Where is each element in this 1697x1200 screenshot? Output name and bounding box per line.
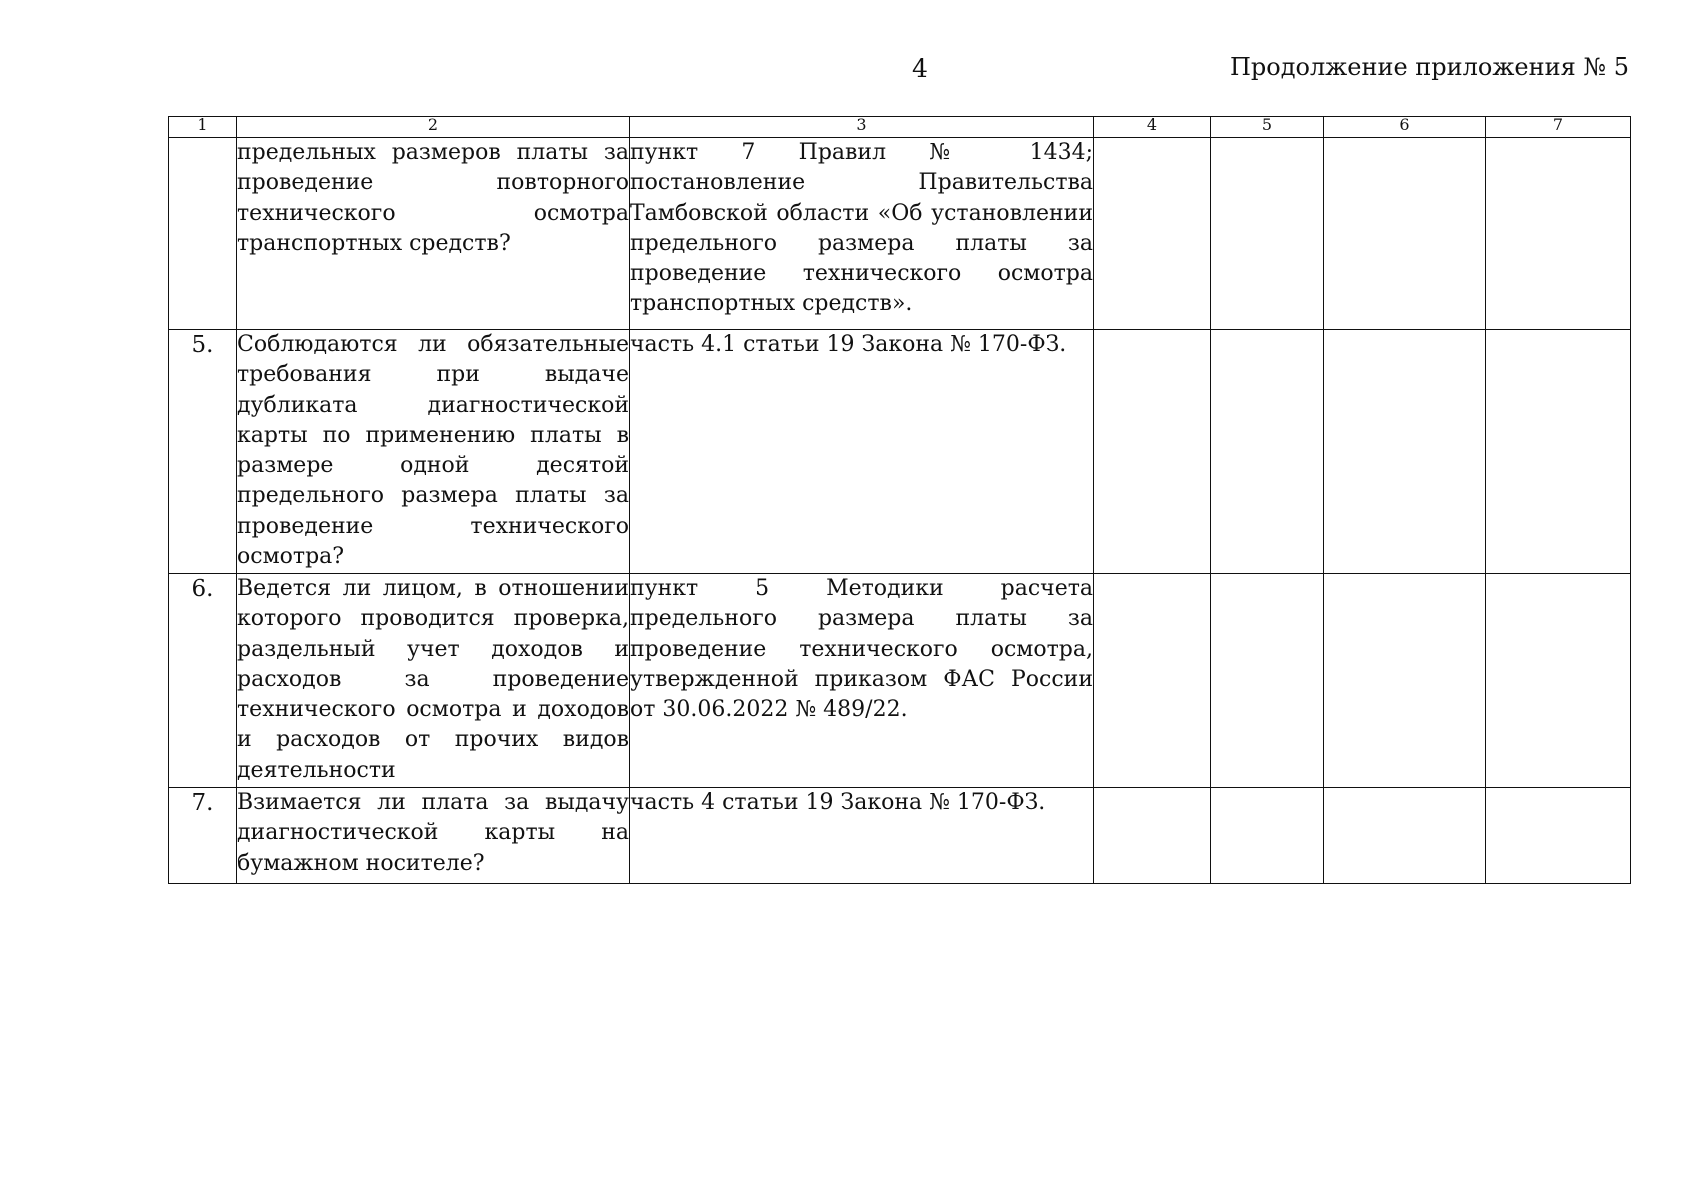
column-number: 3: [630, 117, 1094, 138]
answer-cell: [1094, 138, 1211, 330]
column-number: 2: [237, 117, 630, 138]
answer-cell: [1211, 788, 1324, 884]
answer-cell: [1486, 138, 1631, 330]
column-number: 7: [1486, 117, 1631, 138]
page-number: 4: [912, 54, 928, 83]
answer-cell: [1094, 574, 1211, 788]
answer-cell: [1211, 574, 1324, 788]
question-text: Взимается ли плата за выдачу диагностической карты на бумажном носителе?: [237, 788, 630, 884]
legal-basis-text: пункт 5 Методики расчета предельного размера платы за проведение технического осмотра, утвержденной приказом ФАС России от 30.06.2022 № 489/22.: [630, 574, 1094, 788]
legal-basis-text: часть 4.1 статьи 19 Закона № 170-ФЗ.: [630, 330, 1094, 574]
answer-cell: [1486, 788, 1631, 884]
column-number-row: [169, 117, 1631, 138]
answer-cell: [1094, 788, 1211, 884]
appendix-continuation-note: Продолжение приложения № 5: [1229, 53, 1629, 81]
legal-basis-text: пункт 7 Правил № 1434; постановление Правительства Тамбовской области «Об установлении предельного размера платы за проведение технического осмотра транспортных средств».: [630, 138, 1094, 330]
answer-cell: [1211, 138, 1324, 330]
column-number: 6: [1324, 117, 1486, 138]
answer-cell: [1324, 330, 1486, 574]
column-number: 1: [169, 117, 237, 138]
row-number: 6.: [169, 574, 237, 788]
answer-cell: [1324, 574, 1486, 788]
row-number: [169, 138, 237, 330]
question-text: Ведется ли лицом, в отношении которого проводится проверка, раздельный учет доходов и расходов за проведение технического осмотра и доходов и расходов от прочих видов деятельности: [237, 574, 630, 788]
answer-cell: [1324, 788, 1486, 884]
column-number: 4: [1094, 117, 1211, 138]
legal-basis-text: часть 4 статьи 19 Закона № 170-ФЗ.: [630, 788, 1094, 884]
answer-cell: [1211, 330, 1324, 574]
question-text: предельных размеров платы за проведение повторного технического осмотра транспортных средств?: [237, 138, 630, 330]
answer-cell: [1094, 330, 1211, 574]
question-text: Соблюдаются ли обязательные требования при выдаче дубликата диагностической карты по применению платы в размере одной десятой предельного размера платы за проведение технического осмотра?: [237, 330, 630, 574]
row-number: 5.: [169, 330, 237, 574]
column-number: 5: [1211, 117, 1324, 138]
answer-cell: [1324, 138, 1486, 330]
row-number: 7.: [169, 788, 237, 884]
table-row: [169, 330, 1631, 574]
table-row: [169, 574, 1631, 788]
table-row: [169, 788, 1631, 884]
checklist-table: [168, 116, 1631, 884]
table-row: [169, 138, 1631, 330]
answer-cell: [1486, 574, 1631, 788]
answer-cell: [1486, 330, 1631, 574]
